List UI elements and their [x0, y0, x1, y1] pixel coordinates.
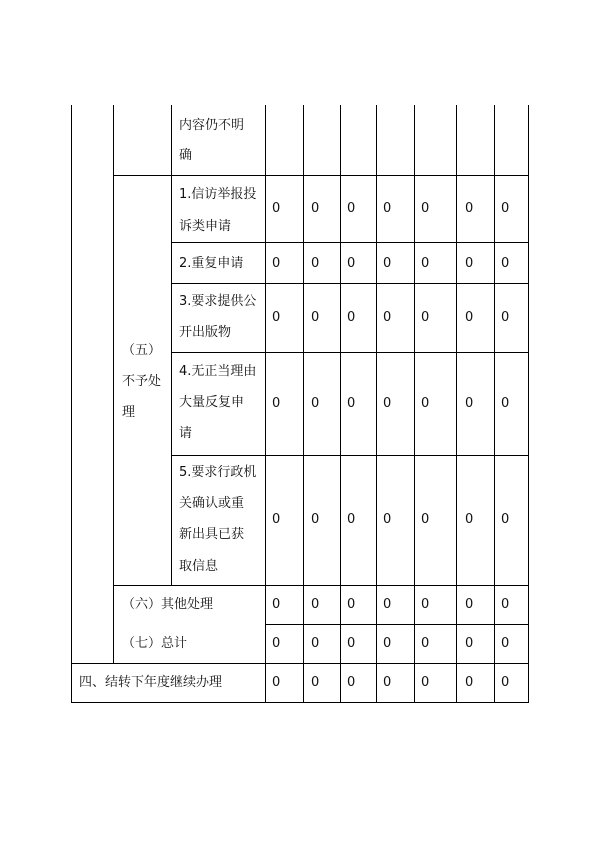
row3-value: 0 [347, 310, 356, 325]
group5-line-1: （五） [122, 343, 162, 358]
carry-over-value: 0 [421, 675, 430, 690]
row7-value: 0 [465, 636, 474, 651]
carry-over-value: 0 [347, 675, 356, 690]
row4-value: 0 [272, 396, 281, 411]
row4-value: 0 [501, 396, 510, 411]
row7-value: 0 [272, 636, 281, 651]
row6-value: 0 [501, 597, 510, 612]
row3-value: 0 [501, 310, 510, 325]
group5-line-2: 不予处 [122, 374, 162, 389]
carry-over-value: 0 [272, 675, 281, 690]
row5-value: 0 [347, 512, 356, 527]
row7-value: 0 [501, 636, 510, 651]
row5-label-line-2: 关确认或重 [179, 496, 245, 511]
row6-value: 0 [465, 597, 474, 612]
row7-value: 0 [347, 636, 356, 651]
carry-over-value: 0 [383, 675, 392, 690]
carry-over-value: 0 [311, 675, 320, 690]
row3-value: 0 [311, 310, 320, 325]
row7-label: （七）总计 [122, 636, 188, 651]
row3-label-line-1: 3.要求提供公 [179, 294, 257, 309]
row5-value: 0 [421, 512, 430, 527]
row5-label-line-1: 5.要求行政机 [179, 465, 257, 480]
row1-value: 0 [501, 201, 510, 216]
row1-label-line-1: 1.信访举报投 [179, 187, 257, 202]
row6-value: 0 [421, 597, 430, 612]
cont-label-line-1: 内容仍不明 [179, 118, 245, 133]
row2-value: 0 [421, 256, 430, 271]
cont-label-line-2: 确 [179, 148, 193, 163]
row2-label: 2.重复申请 [179, 256, 244, 271]
row1-value: 0 [383, 201, 392, 216]
row5-label-line-3: 新出具已获 [179, 527, 245, 542]
carry-over-value: 0 [465, 675, 474, 690]
group5-line-3: 理 [122, 405, 136, 420]
row4-value: 0 [347, 396, 356, 411]
row3-value: 0 [465, 310, 474, 325]
row4-value: 0 [465, 396, 474, 411]
row2-value: 0 [311, 256, 320, 271]
row4-value: 0 [421, 396, 430, 411]
row6-value: 0 [347, 597, 356, 612]
row6-value: 0 [383, 597, 392, 612]
row3-value: 0 [383, 310, 392, 325]
row2-value: 0 [383, 256, 392, 271]
row6-value: 0 [311, 597, 320, 612]
row5-label-line-4: 取信息 [179, 559, 219, 574]
row7-value: 0 [311, 636, 320, 651]
row5-value: 0 [272, 512, 281, 527]
row4-label-line-3: 请 [179, 426, 193, 441]
row4-label-line-1: 4.无正当理由 [179, 364, 257, 379]
row5-value: 0 [311, 512, 320, 527]
row5-value: 0 [383, 512, 392, 527]
row1-label-line-2: 诉类申请 [179, 219, 232, 234]
row5-value: 0 [465, 512, 474, 527]
row7-value: 0 [383, 636, 392, 651]
row2-value: 0 [465, 256, 474, 271]
row5-value: 0 [501, 512, 510, 527]
row6-value: 0 [272, 597, 281, 612]
row7-value: 0 [421, 636, 430, 651]
row1-value: 0 [272, 201, 281, 216]
row3-value: 0 [272, 310, 281, 325]
row1-value: 0 [311, 201, 320, 216]
row3-value: 0 [421, 310, 430, 325]
carry-over-label: 四、结转下年度继续办理 [79, 675, 223, 690]
carry-over-value: 0 [501, 675, 510, 690]
row2-value: 0 [347, 256, 356, 271]
row1-value: 0 [347, 201, 356, 216]
row4-label-line-2: 大量反复申 [179, 395, 245, 410]
row1-value: 0 [465, 201, 474, 216]
row2-value: 0 [272, 256, 281, 271]
row6-label: （六）其他处理 [122, 597, 214, 612]
row1-value: 0 [421, 201, 430, 216]
row4-value: 0 [383, 396, 392, 411]
row3-label-line-2: 开出版物 [179, 325, 232, 340]
row2-value: 0 [501, 256, 510, 271]
row4-value: 0 [311, 396, 320, 411]
